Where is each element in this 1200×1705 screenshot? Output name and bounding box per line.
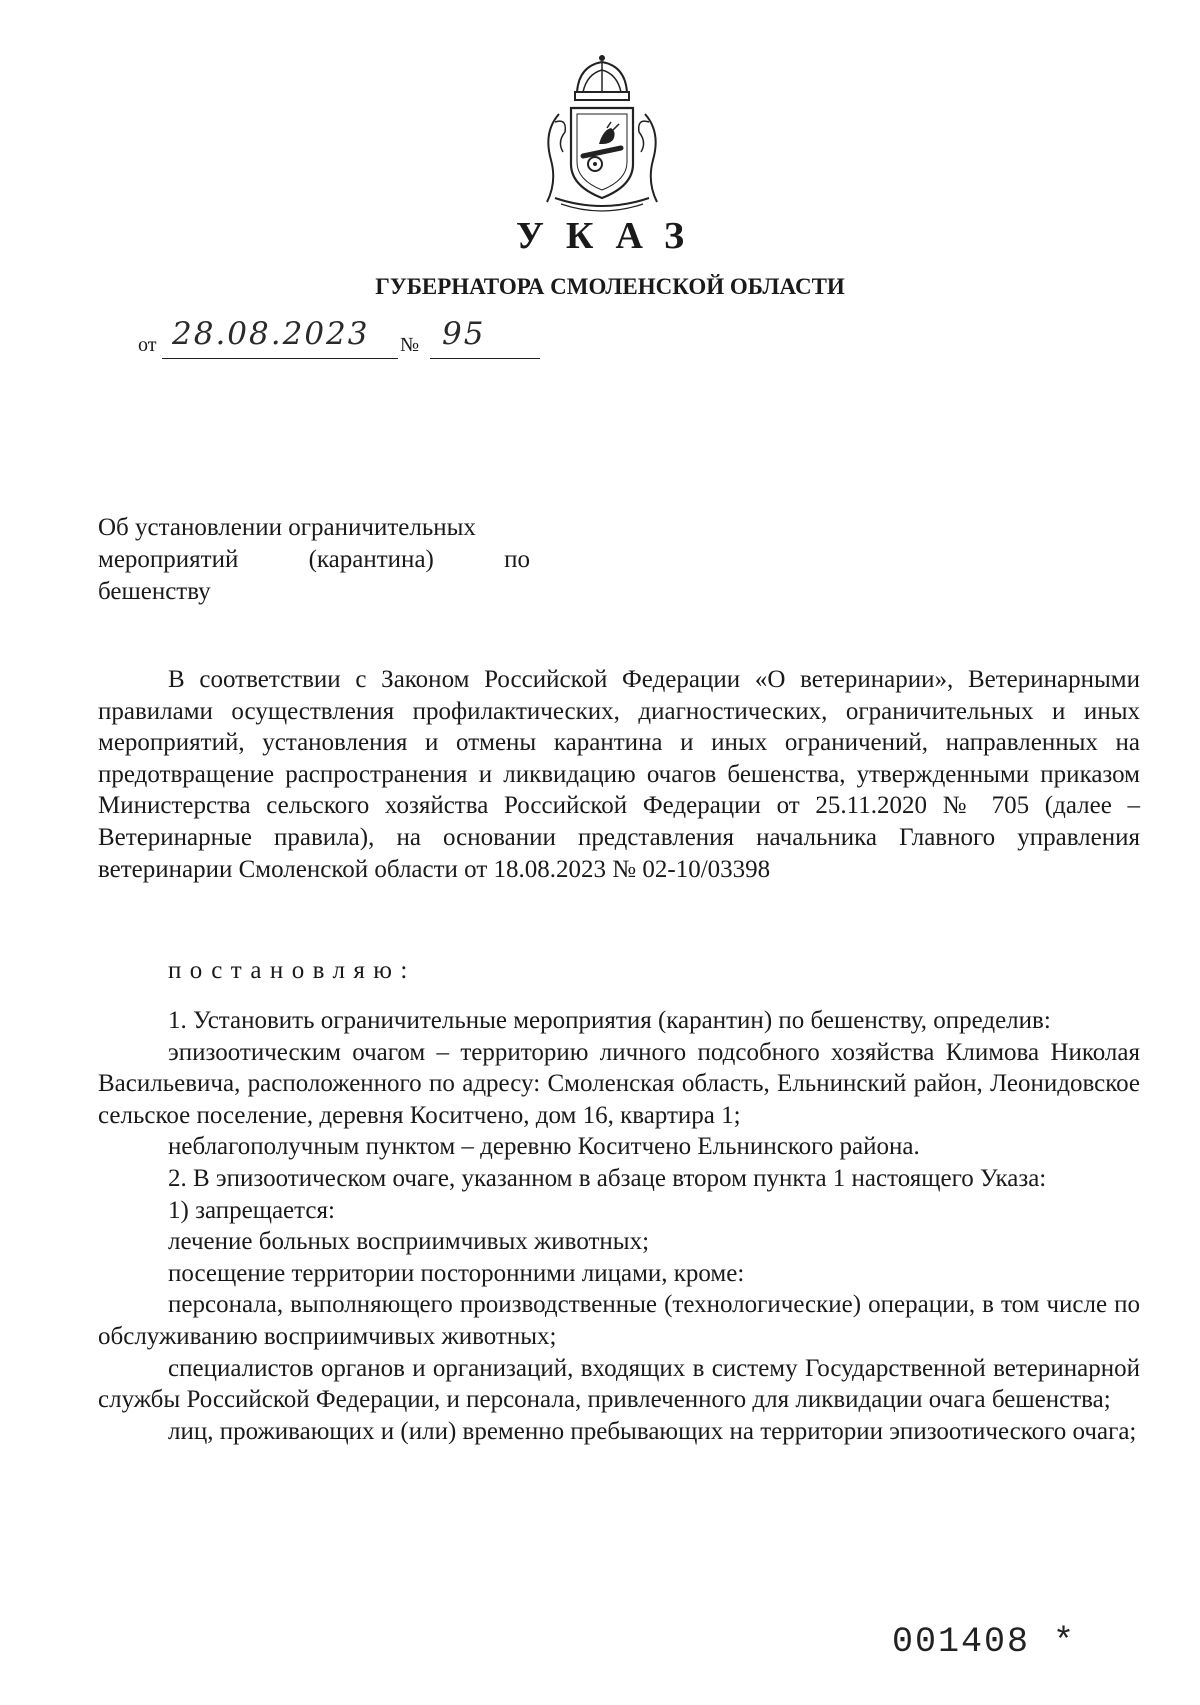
handwritten-date: 28.08.2023 <box>172 316 370 352</box>
decree-word: постановляю: <box>168 957 416 984</box>
item-paragraph: эпизоотическим очагом – территорию личного подсобного хозяйства Климова Николая Васильевича, расположенного по адресу: Смоленская область, Ельнинский район, Леонидовское сельское поселение, деревня Коситчено, дом 16, квартира 1; <box>98 1038 1140 1129</box>
item-paragraph: неблагополучным пунктом – деревню Коситчено Ельнинского района. <box>168 1133 920 1161</box>
item-paragraph: персонала, выполняющего производственные (технологические) операции, в том числе по обслуживанию восприимчивых животных; <box>98 1291 1140 1350</box>
subject-line: Об установлении ограничительных <box>98 514 476 541</box>
item-paragraph: 1) запрещается: <box>168 1196 335 1224</box>
subject-line <box>98 544 530 576</box>
date-from-label: от <box>138 334 157 356</box>
item-paragraph: специалистов органов и организаций, входящих в систему Государственной ветеринарной службы Российской Федерации, и персонала, привлеченного для ликвидации очага бешенства; <box>98 1354 1140 1414</box>
document-issuer: ГУБЕРНАТОРА СМОЛЕНСКОЙ ОБЛАСТИ <box>375 274 845 299</box>
decree-items <box>98 1005 1140 1447</box>
coat-of-arms-icon <box>537 52 667 214</box>
subject-line: бешенству <box>98 578 211 605</box>
number-underline <box>430 358 540 359</box>
handwritten-number: 95 <box>442 316 486 352</box>
subject-word: (карантина) <box>308 546 434 573</box>
date-underline <box>162 358 398 359</box>
subject-word: мероприятий <box>98 546 239 573</box>
preamble <box>98 664 1140 885</box>
item-paragraph: лечение больных восприимчивых животных; <box>168 1228 650 1256</box>
number-label: № <box>400 334 420 356</box>
subject-word: по <box>504 546 530 573</box>
document-title: УКАЗ <box>516 215 706 257</box>
document-serial-number: 001408 * <box>892 1622 1077 1662</box>
item-paragraph: посещение территории посторонними лицами, кроме: <box>168 1259 745 1287</box>
preamble-paragraph: В соответствии с Законом Российской Федерации «О ветеринарии», Ветеринарными правилами осуществления профилактических, диагностических, ограничительных и иных мероприятий, установления и отмены карантина и иных ограничений, направленных на предотвращение распространения и ликвидацию очагов бешенства, утвержденными приказом Министерства сельского хозяйства Российской Федерации от 25.11.2020 № 705 (далее – Ветеринарные правила), на основании представления начальника Главного управления ветеринарии Смоленской области от 18.08.2023 № 02-10/03398 <box>98 666 1140 883</box>
decree-subject <box>98 512 530 608</box>
item-paragraph: лиц, проживающих и (или) временно пребывающих на территории эпизоотического очага; <box>168 1417 1137 1445</box>
item-paragraph: 1. Установить ограничительные мероприятия (карантин) по бешенству, определив: <box>168 1007 1051 1034</box>
item-paragraph: 2. В эпизоотическом очаге, указанном в абзаце втором пункта 1 настоящего Указа: <box>168 1164 1047 1192</box>
